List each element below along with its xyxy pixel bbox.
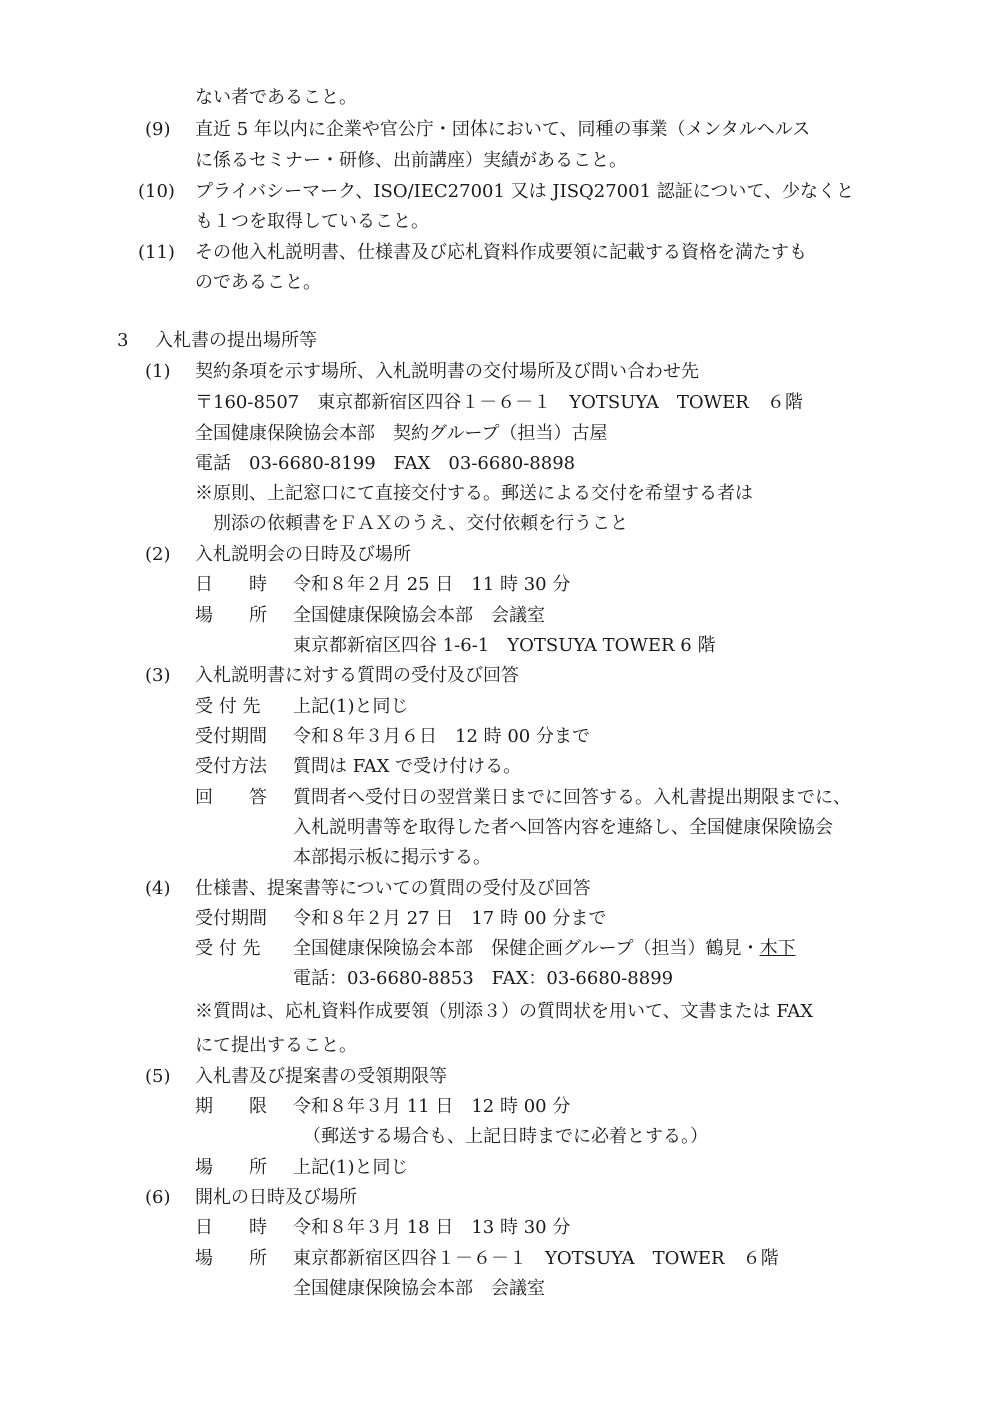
s4-period-value: 令和８年２月 27 日 17 時 00 分まで: [293, 908, 607, 929]
s4-period-label: 受付期間: [195, 908, 267, 929]
s3-row-value: 質問は FAX で受け付ける。: [293, 756, 522, 777]
s2-place-label: 場 所: [195, 605, 267, 626]
s6-date-value: 令和８年３月 18 日 13 時 30 分: [293, 1217, 571, 1238]
s3-answer-cont-1: 入札説明書等を取得した者へ回答内容を連絡し、全国健康保険協会: [293, 817, 833, 838]
s6-place-value: 東京都新宿区四谷１－６－１ YOTSUYA TOWER ６階: [293, 1248, 779, 1269]
item-10-line-1: プライバシーマーク、ISO/IEC27001 又は JISQ27001 認証について、少なくと: [195, 181, 855, 202]
s5-place-label: 場 所: [195, 1157, 267, 1178]
s1-phone-fax: 電話 03-6680-8199 FAX 03-6680-8898: [195, 453, 576, 474]
s2-place-address: 東京都新宿区四谷 1-6-1 YOTSUYA TOWER 6 階: [293, 635, 716, 656]
s3-row-value: 質問者へ受付日の翌営業日までに回答する。入札書提出期限までに、: [293, 787, 851, 808]
s6-number: (6): [145, 1187, 171, 1208]
item-10-line-2: も１つを取得していること。: [195, 211, 429, 232]
s5-deadline-value: 令和８年３月 11 日 12 時 00 分: [293, 1096, 571, 1117]
s3-row-value: 令和８年３月６日 12 時 00 分まで: [293, 726, 590, 747]
s5-deadline-note: （郵送する場合も、上記日時までに必着とする。）: [303, 1126, 708, 1147]
s4-note-1: ※質問は、応札資料作成要領（別添３）の質問状を用いて、文書または FAX: [195, 1001, 814, 1022]
s3-row-label: 受付方法: [195, 756, 267, 777]
s3-row-label: 回 答: [195, 787, 267, 808]
s2-title: 入札説明会の日時及び場所: [195, 544, 411, 565]
item-11-line-2: のであること。: [195, 272, 321, 293]
s2-number: (2): [145, 544, 171, 565]
s4-number: (4): [145, 878, 171, 899]
section-number: 3: [117, 330, 129, 351]
s1-note-1: ※原則、上記窓口にて直接交付する。郵送による交付を希望する者は: [195, 483, 753, 504]
s3-title: 入札説明書に対する質問の受付及び回答: [195, 665, 519, 686]
section-title: 入札書の提出場所等: [155, 330, 317, 351]
s5-deadline-label: 期 限: [195, 1096, 267, 1117]
s3-row-label: 受 付 先: [195, 696, 261, 717]
s1-address: 〒160-8507 東京都新宿区四谷１－６－１ YOTSUYA TOWER ６階: [195, 392, 803, 413]
s4-note-2: にて提出すること。: [195, 1035, 357, 1056]
s3-number: (3): [145, 665, 171, 686]
s2-date-label: 日 時: [195, 574, 267, 595]
continuation-text: ない者であること。: [195, 87, 357, 108]
item-11-number: (11): [138, 242, 175, 263]
s4-dest-text: 全国健康保険協会本部 保健企画グループ（担当）鶴見・: [293, 938, 760, 959]
s4-dest-contact: 電話：03-6680-8853 FAX：03-6680-8899: [293, 968, 674, 989]
s1-title: 契約条項を示す場所、入札説明書の交付場所及び問い合わせ先: [195, 361, 699, 382]
s4-dest-value: [293, 936, 796, 962]
s4-title: 仕様書、提案書等についての質問の受付及び回答: [195, 878, 591, 899]
item-9-line-1: 直近 5 年以内に企業や官公庁・団体において、同種の事業（メンタルヘルス: [195, 119, 811, 140]
s1-note-2: 別添の依頼書をＦＡＸのうえ、交付依頼を行うこと: [213, 513, 629, 534]
s6-place-room: 全国健康保険協会本部 会議室: [293, 1278, 545, 1299]
s4-dest-underlined: 木下: [759, 938, 796, 959]
s1-contact-org: 全国健康保険協会本部 契約グループ（担当）古屋: [195, 423, 608, 444]
s5-number: (5): [145, 1066, 171, 1087]
s1-number: (1): [145, 361, 171, 382]
item-10-number: (10): [138, 181, 175, 202]
s2-date-value: 令和８年２月 25 日 11 時 30 分: [293, 574, 571, 595]
s4-dest-label: 受 付 先: [195, 938, 261, 959]
item-11-line-1: その他入札説明書、仕様書及び応札資料作成要領に記載する資格を満たすも: [195, 242, 807, 263]
s3-row-label: 受付期間: [195, 726, 267, 747]
s6-date-label: 日 時: [195, 1217, 267, 1238]
s5-place-value: 上記(1)と同じ: [293, 1157, 409, 1178]
s3-answer-cont-2: 本部掲示板に掲示する。: [293, 847, 491, 868]
item-9-line-2: に係るセミナー・研修、出前講座）実績があること。: [195, 150, 627, 171]
s2-place-value: 全国健康保険協会本部 会議室: [293, 605, 545, 626]
item-9-number: (9): [145, 119, 171, 140]
s6-place-label: 場 所: [195, 1248, 267, 1269]
s6-title: 開札の日時及び場所: [195, 1187, 357, 1208]
s5-title: 入札書及び提案書の受領期限等: [195, 1066, 447, 1087]
s3-row-value: 上記(1)と同じ: [293, 696, 409, 717]
